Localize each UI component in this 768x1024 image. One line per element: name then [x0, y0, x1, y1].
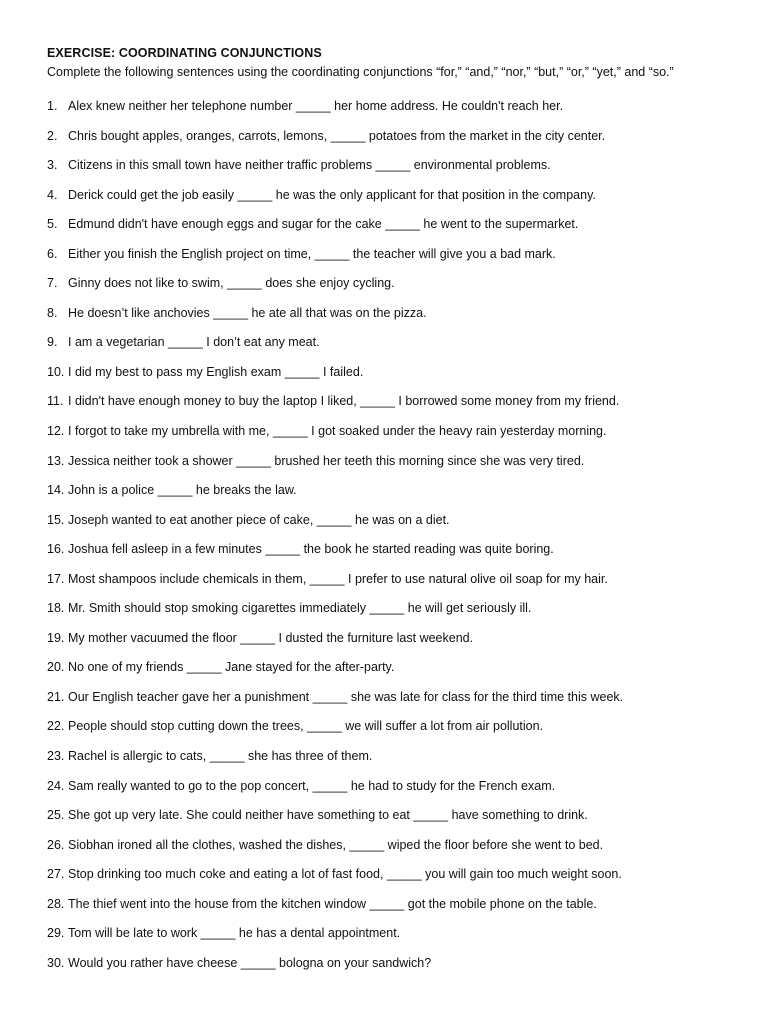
exercise-item: [0, 394, 768, 424]
item-sentence: Mr. Smith should stop smoking cigarettes immediately _____ he will get seriously ill.: [68, 601, 532, 616]
item-sentence: Stop drinking too much coke and eating a lot of fast food, _____ you will gain too much weight soon.: [68, 867, 622, 882]
exercise-item: [0, 542, 768, 572]
item-number: 21.: [47, 689, 65, 704]
exercise-item: [0, 365, 768, 395]
exercise-item: [0, 749, 768, 779]
item-number: 23.: [47, 749, 65, 764]
item-number: 5.: [47, 217, 58, 232]
item-number: 4.: [47, 187, 58, 202]
item-sentence: No one of my friends _____ Jane stayed for the after-party.: [68, 660, 395, 675]
exercise-item: [0, 424, 768, 454]
item-sentence: I did my best to pass my English exam _____ I failed.: [68, 364, 364, 379]
exercise-item: [0, 513, 768, 543]
item-number: 28.: [47, 896, 65, 911]
item-number: 15.: [47, 512, 65, 527]
exercise-item: [0, 897, 768, 927]
item-number: 26.: [47, 837, 65, 852]
exercise-title: EXERCISE: COORDINATING CONJUNCTIONS: [47, 46, 322, 60]
item-number: 14.: [47, 483, 65, 498]
exercise-item: [0, 276, 768, 306]
exercise-item: [0, 454, 768, 484]
item-number: 8.: [47, 305, 58, 320]
item-number: 22.: [47, 719, 65, 734]
exercise-item: [0, 719, 768, 749]
item-number: 10.: [47, 364, 65, 379]
exercise-item: [0, 926, 768, 956]
exercise-item: [0, 217, 768, 247]
item-number: 11.: [47, 394, 64, 409]
item-sentence: Siobhan ironed all the clothes, washed the dishes, _____ wiped the floor before she went to bed.: [68, 837, 604, 852]
exercise-item: [0, 188, 768, 218]
item-sentence: I am a vegetarian _____ I don’t eat any meat.: [68, 335, 320, 350]
item-sentence: I didn't have enough money to buy the laptop I liked, _____ I borrowed some money from my friend.: [68, 394, 620, 409]
item-sentence: Sam really wanted to go to the pop concert, _____ he had to study for the French exam.: [68, 778, 556, 793]
item-sentence: Edmund didn't have enough eggs and sugar for the cake _____ he went to the supermarket.: [68, 217, 579, 232]
item-number: 27.: [47, 867, 65, 882]
item-sentence: She got up very late. She could neither have something to eat _____ have something to drink.: [68, 808, 588, 823]
exercise-item: [0, 247, 768, 277]
exercise-item: [0, 808, 768, 838]
item-number: 13.: [47, 453, 65, 468]
item-sentence: Tom will be late to work _____ he has a dental appointment.: [68, 926, 401, 941]
item-sentence: Rachel is allergic to cats, _____ she has three of them.: [68, 749, 373, 764]
item-number: 20.: [47, 660, 65, 675]
exercise-item: [0, 956, 768, 986]
item-number: 16.: [47, 542, 65, 557]
exercise-item: [0, 158, 768, 188]
item-number: 29.: [47, 926, 65, 941]
item-number: 19.: [47, 630, 65, 645]
item-sentence: Derick could get the job easily _____ he was the only applicant for that position in the company.: [68, 187, 596, 202]
exercise-item: [0, 660, 768, 690]
item-number: 2.: [47, 128, 58, 143]
exercise-item: [0, 631, 768, 661]
item-sentence: Joshua fell asleep in a few minutes _____ the book he started reading was quite boring.: [68, 542, 554, 557]
exercise-item: [0, 306, 768, 336]
item-sentence: Ginny does not like to swim, _____ does she enjoy cycling.: [68, 276, 395, 291]
item-sentence: Our English teacher gave her a punishment _____ she was late for class for the third time this week.: [68, 689, 624, 704]
item-number: 1.: [47, 99, 58, 113]
exercise-item: [0, 129, 768, 159]
item-sentence: Citizens in this small town have neither traffic problems _____ environmental problems.: [68, 158, 551, 173]
exercise-item: [0, 690, 768, 720]
exercise-item: [0, 601, 768, 631]
exercise-list: [0, 99, 768, 985]
item-sentence: John is a police _____ he breaks the law.: [68, 483, 297, 498]
item-number: 25.: [47, 808, 65, 823]
item-number: 17.: [47, 571, 65, 586]
item-sentence: I forgot to take my umbrella with me, _____ I got soaked under the heavy rain yesterday morning.: [68, 424, 607, 439]
item-number: 9.: [47, 335, 58, 350]
item-number: 7.: [47, 276, 58, 291]
exercise-item: [0, 838, 768, 868]
item-sentence: Joseph wanted to eat another piece of cake, _____ he was on a diet.: [68, 512, 450, 527]
item-sentence: Alex knew neither her telephone number _____ her home address. He couldn't reach her.: [68, 99, 564, 113]
item-sentence: He doesn’t like anchovies _____ he ate all that was on the pizza.: [68, 305, 427, 320]
item-sentence: Would you rather have cheese _____ bologna on your sandwich?: [68, 955, 432, 970]
item-sentence: Most shampoos include chemicals in them, _____ I prefer to use natural olive oil soap for my hair.: [68, 571, 608, 586]
item-sentence: The thief went into the house from the kitchen window _____ got the mobile phone on the table.: [68, 896, 597, 911]
exercise-item: [0, 99, 768, 129]
exercise-item: [0, 779, 768, 809]
item-number: 30.: [47, 955, 65, 970]
item-sentence: My mother vacuumed the floor _____ I dusted the furniture last weekend.: [68, 630, 474, 645]
item-sentence: Either you finish the English project on time, _____ the teacher will give you a bad mark.: [68, 246, 556, 261]
item-sentence: Chris bought apples, oranges, carrots, lemons, _____ potatoes from the market in the city center.: [68, 128, 606, 143]
item-number: 18.: [47, 601, 65, 616]
item-number: 3.: [47, 158, 58, 173]
item-number: 6.: [47, 246, 58, 261]
item-sentence: People should stop cutting down the trees, _____ we will suffer a lot from air pollution.: [68, 719, 544, 734]
exercise-item: [0, 335, 768, 365]
exercise-item: [0, 572, 768, 602]
item-number: 24.: [47, 778, 65, 793]
exercise-item: [0, 483, 768, 513]
exercise-instructions: Complete the following sentences using the coordinating conjunctions “for,” “and,” “nor,” “but,” “or,” “yet,” and “so.”: [47, 65, 674, 79]
exercise-item: [0, 867, 768, 897]
item-number: 12.: [47, 424, 65, 439]
item-sentence: Jessica neither took a shower _____ brushed her teeth this morning since she was very tired.: [68, 453, 585, 468]
